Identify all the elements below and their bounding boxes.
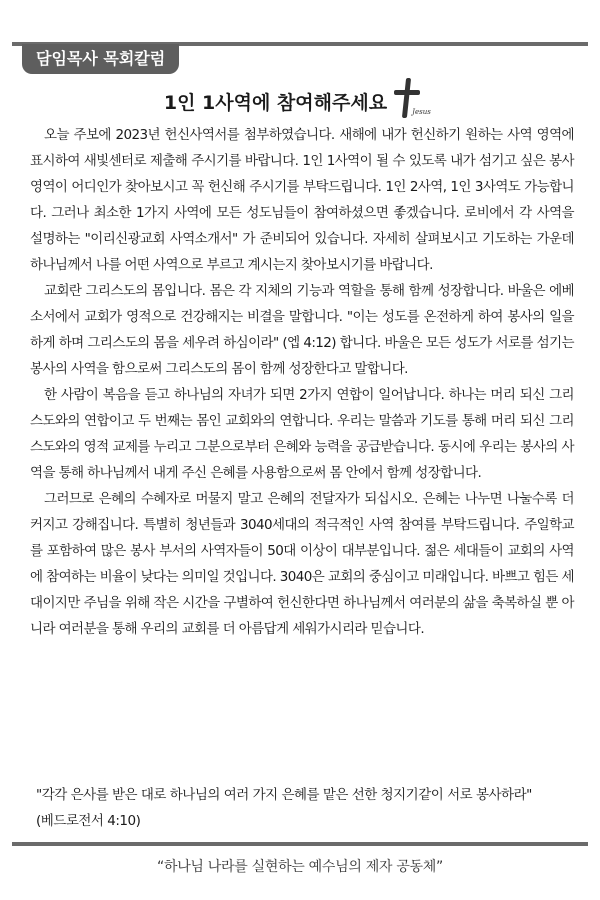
paragraph-2: 교회란 그리스도의 몸입니다. 몸은 각 지체의 기능과 역할을 통해 함께 성장합니다. 바울은 에베소서에서 교회가 영적으로 건강해지는 비결을 말합니다. "이는 성도를 온전하게 하여 봉사의 일을 하게 하며 그리스도의 몸을 세우려 하심이라" (엡 4:12) 합니다. 바울은 모든 성도가 서로를 섬기는 봉사의 사역을 함으로써 그리스도의 몸이 함께 성장한다고 말합니다. — [30, 283, 574, 377]
cross-logo-text: Jesus — [412, 108, 431, 116]
quote-text: "각각 은사를 받은 대로 하나님의 여러 가지 은혜를 맡은 선한 청지기같이 서로 봉사하라" — [36, 787, 532, 803]
bottom-divider — [12, 842, 588, 846]
cross-icon — [392, 78, 436, 124]
section-label-badge: 담임목사 목회칼럼 — [22, 44, 179, 74]
title-row — [0, 78, 600, 124]
scripture-quote — [30, 782, 574, 834]
paragraph-3: 한 사람이 복음을 듣고 하나님의 자녀가 되면 2가지 연합이 일어납니다. 하나는 머리 되신 그리스도와의 연합이고 두 번째는 몸인 교회와의 연합니다. 우리는 말씀과 기도를 통해 머리 되신 그리스도와의 영적 교제를 누리고 그분으로부터 은혜와 능력을 공급받습니다. 동시에 우리는 봉사의 사역을 통해 하나님께서 내게 주신 은혜를 사용함으로써 몸 안에서 함께 성장합니다. — [30, 387, 574, 481]
column-body — [30, 122, 574, 642]
paragraph-4: 그러므로 은혜의 수혜자로 머물지 말고 은혜의 전달자가 되십시오. 은혜는 나누면 나눌수록 더 커지고 강해집니다. 특별히 청년들과 3040세대의 적극적인 사역 참여를 부탁드립니다. 주일학교를 포함하여 많은 봉사 부서의 사역자들이 50대 이상이 대부분입니다. 젊은 세대들이 교회의 사역에 참여하는 비율이 낮다는 의미일 것입니다. 3040은 교회의 중심이고 미래입니다. 바쁘고 힘든 세대이지만 주님을 위해 작은 시간을 구별하여 헌신한다면 하나님께서 여러분의 삶을 축복하실 뿐 아니라 여러분을 통해 우리의 교회를 더 아름답게 세워가시리라 믿습니다. — [30, 491, 574, 637]
quote-reference: (베드로전서 4:10) — [36, 813, 141, 829]
footer-motto: “하나님 나라를 실현하는 예수님의 제자 공동체” — [157, 859, 443, 875]
page-title: 1인 1사역에 참여해주세요 — [163, 91, 388, 114]
paragraph-1: 오늘 주보에 2023년 헌신사역서를 첨부하였습니다. 새해에 내가 헌신하기 원하는 사역 영역에 표시하여 새빛센터로 제출해 주시기를 바랍니다. 1인 1사역이 될 수 있도록 내가 섬기고 싶은 봉사 영역이 어디인가 찾아보시고 꼭 헌신해 주시기를 부탁드립니다. 1인 2사역, 1인 3사역도 가능합니다. 그러나 최소한 1가지 사역에 모든 성도님들이 참여하셨으면 좋겠습니다. 로비에서 각 사역을 설명하는 "이리신광교회 사역소개서" 가 준비되어 있습니다. 자세히 살펴보시고 기도하는 가운데 하나님께서 나를 어떤 사역으로 부르고 계시는지 찾아보시기를 바랍니다. — [30, 127, 574, 273]
